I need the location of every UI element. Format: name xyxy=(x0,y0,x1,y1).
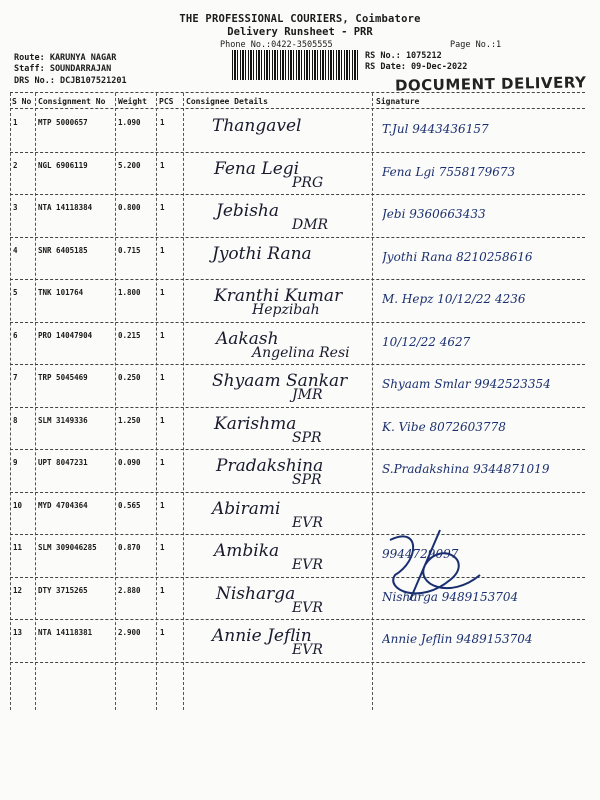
row-consignee-area: EVR xyxy=(292,642,323,658)
row-weight: 1.250 xyxy=(118,415,141,425)
rs-number: RS No.: 1075212 xyxy=(365,51,442,61)
col-pcs: PCS xyxy=(159,97,174,106)
row-divider xyxy=(10,492,585,493)
row-pcs: 1 xyxy=(160,458,165,467)
row-consignee-name: Pradakshina xyxy=(216,456,324,476)
row-consignee-name: Jyothi Rana xyxy=(212,243,312,264)
row-weight: 1.090 xyxy=(118,118,141,127)
row-pcs: 1 xyxy=(160,543,165,552)
row-divider xyxy=(10,449,585,450)
row-weight: 1.800 xyxy=(118,288,141,297)
row-consignment-no: MYD 4704364 xyxy=(38,500,88,510)
row-consignee-name: Ambika xyxy=(214,541,280,561)
row-pcs: 1 xyxy=(160,288,165,297)
scribble-signature xyxy=(380,520,490,610)
runsheet-subtitle: Delivery Runsheet - PRR xyxy=(227,26,373,38)
row-divider xyxy=(10,662,585,663)
row-signature: T.Jul 9443436157 xyxy=(382,122,489,136)
column-divider xyxy=(372,93,373,710)
row-consignment-no: NTA 14118381 xyxy=(38,628,93,637)
row-weight: 0.250 xyxy=(118,373,141,382)
row-consignment-no: TRP 5045469 xyxy=(38,373,88,382)
row-sno: 4 xyxy=(13,245,18,255)
row-consignment-no: UPT 8047231 xyxy=(38,458,88,467)
drs-number: DRS No.: DCJB107521201 xyxy=(14,76,127,86)
row-consignee-area: EVR xyxy=(292,514,323,531)
column-divider xyxy=(183,93,184,710)
table-header-rule xyxy=(10,108,585,109)
row-divider xyxy=(10,152,585,153)
row-consignment-no: SLM 3149336 xyxy=(38,415,88,425)
row-sno: 13 xyxy=(13,628,23,637)
row-consignee-area: Angelina Resi xyxy=(252,344,350,361)
row-weight: 0.565 xyxy=(118,500,141,510)
row-consignment-no: NGL 6906119 xyxy=(38,160,88,170)
row-sno: 7 xyxy=(13,373,18,382)
row-consignee-name: Nisharga xyxy=(216,583,296,604)
row-consignee-area: Hepzibah xyxy=(252,302,320,318)
row-consignment-no: SLM 309046285 xyxy=(38,543,97,552)
row-consignment-no: PRO 14047904 xyxy=(38,330,93,340)
row-sno: 3 xyxy=(13,203,18,212)
row-weight: 0.090 xyxy=(118,458,141,467)
row-signature: 9944729097 xyxy=(382,547,459,561)
row-signature: Shyaam Smlar 9942523354 xyxy=(382,377,551,391)
row-consignee-area: EVR xyxy=(292,557,323,573)
row-divider xyxy=(10,364,585,365)
row-divider xyxy=(10,534,585,535)
row-signature: Jyothi Rana 8210258616 xyxy=(382,249,533,264)
row-signature: S.Pradakshina 9344871019 xyxy=(382,462,550,476)
table-top-rule xyxy=(10,92,585,93)
col-consignment: Consignment No xyxy=(38,97,106,106)
rs-date: RS Date: 09-Dec-2022 xyxy=(365,62,468,72)
row-sno: 6 xyxy=(13,330,18,340)
row-consignee-name: Aakash xyxy=(216,328,279,349)
row-signature: K. Vibe 8072603778 xyxy=(382,419,506,434)
row-consignee-name: Karishma xyxy=(214,413,297,434)
row-sno: 12 xyxy=(13,585,23,595)
row-consignee-area: EVR xyxy=(292,599,323,616)
row-consignment-no: NTA 14118384 xyxy=(38,203,93,212)
route-label: Route: KARUNYA NAGAR xyxy=(14,53,117,63)
phone-number: Phone No.:0422-3505555 xyxy=(220,40,333,50)
row-consignee-area: DMR xyxy=(292,217,329,233)
row-consignment-no: MTP 5000657 xyxy=(38,118,88,127)
row-pcs: 1 xyxy=(160,118,165,127)
row-pcs: 1 xyxy=(160,500,165,510)
company-title: THE PROFESSIONAL COURIERS, Coimbatore xyxy=(179,13,421,25)
row-signature: 10/12/22 4627 xyxy=(382,334,471,349)
row-consignment-no: TNK 101764 xyxy=(38,288,84,297)
row-weight: 5.200 xyxy=(118,160,141,170)
column-divider xyxy=(156,93,157,710)
page-number: Page No.:1 xyxy=(450,40,502,50)
row-sno: 2 xyxy=(13,160,18,170)
row-pcs: 1 xyxy=(160,245,165,255)
row-divider xyxy=(10,619,585,620)
row-consignment-no: DTY 3715265 xyxy=(38,585,88,595)
row-weight: 0.715 xyxy=(118,245,141,255)
row-consignee-name: Annie Jeflin xyxy=(212,626,312,646)
column-divider xyxy=(35,93,36,710)
row-signature: Nisharga 9489153704 xyxy=(382,589,519,604)
row-signature: M. Hepz 10/12/22 4236 xyxy=(382,292,526,306)
row-weight: 0.870 xyxy=(118,543,141,552)
row-consignee-area: PRG xyxy=(292,174,324,191)
row-divider xyxy=(10,194,585,195)
row-consignee-name: Shyaam Sankar xyxy=(212,371,348,391)
row-pcs: 1 xyxy=(160,330,165,340)
row-pcs: 1 xyxy=(160,373,165,382)
row-sno: 10 xyxy=(13,500,23,510)
staff-label: Staff: SOUNDARRAJAN xyxy=(14,64,112,74)
row-signature: Fena Lgi 7558179673 xyxy=(382,164,516,179)
row-sno: 8 xyxy=(13,415,18,425)
row-consignee-name: Kranthi Kumar xyxy=(214,286,343,306)
row-sno: 9 xyxy=(13,458,18,467)
column-divider xyxy=(10,93,11,710)
row-pcs: 1 xyxy=(160,203,165,212)
row-signature: Jebi 9360663433 xyxy=(382,207,486,221)
barcode xyxy=(232,50,360,80)
row-consignee-area: SPR xyxy=(292,472,322,488)
row-weight: 0.800 xyxy=(118,203,141,212)
row-divider xyxy=(10,279,585,280)
document-delivery-stamp: DOCUMENT DELIVERY xyxy=(394,73,587,95)
row-divider xyxy=(10,237,585,238)
col-sno: S No xyxy=(12,97,32,106)
col-signature: Signature xyxy=(376,97,420,106)
row-consignee-name: Jebisha xyxy=(216,201,280,221)
row-sno: 1 xyxy=(13,118,18,127)
row-pcs: 1 xyxy=(160,160,165,170)
row-weight: 2.880 xyxy=(118,585,141,595)
row-divider xyxy=(10,577,585,578)
row-divider xyxy=(10,407,585,408)
row-pcs: 1 xyxy=(160,585,165,595)
row-pcs: 1 xyxy=(160,628,165,637)
row-consignee-area: SPR xyxy=(292,429,322,446)
row-divider xyxy=(10,322,585,323)
row-consignee-name: Thangavel xyxy=(212,116,302,136)
row-sno: 11 xyxy=(13,543,23,552)
row-weight: 2.900 xyxy=(118,628,141,637)
row-consignee-name: Abirami xyxy=(212,498,281,519)
column-divider xyxy=(115,93,116,710)
row-sno: 5 xyxy=(13,288,18,297)
row-consignee-area: JMR xyxy=(292,387,323,403)
row-consignee-name: Fena Legi xyxy=(214,158,300,179)
col-consignee: Consignee Details xyxy=(186,97,268,106)
row-weight: 0.215 xyxy=(118,330,141,340)
row-consignment-no: SNR 6405185 xyxy=(38,245,88,255)
row-signature: Annie Jeflin 9489153704 xyxy=(382,632,533,646)
row-pcs: 1 xyxy=(160,415,165,425)
col-weight: Weight xyxy=(118,97,147,106)
